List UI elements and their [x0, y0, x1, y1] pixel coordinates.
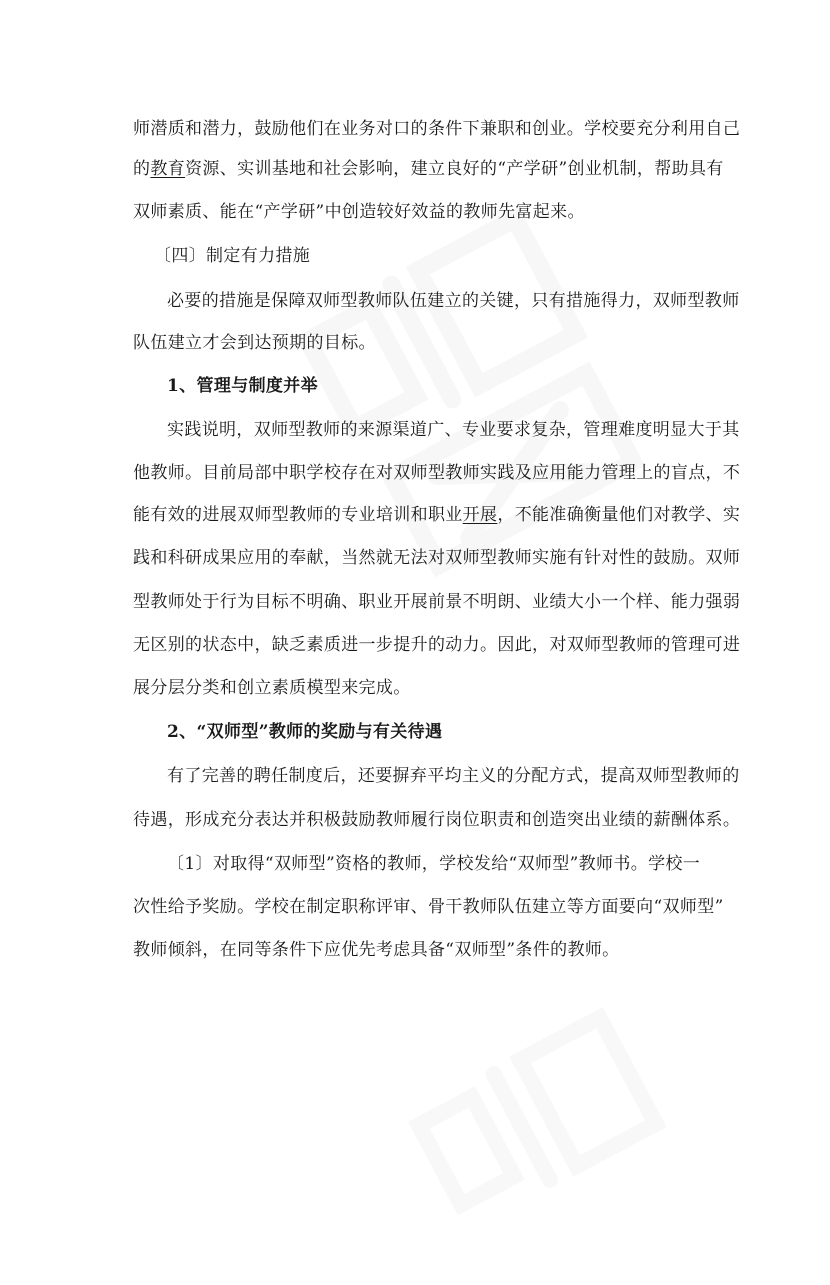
paragraph-line: 队伍建立才会到达预期的目标。 [133, 333, 376, 353]
watermark-logo-bottom [387, 995, 693, 1284]
paragraph-line: 双师素质、能在“产学研”中创造较好效益的教师先富起来。 [133, 202, 585, 222]
paragraph-line: 展分层分类和创立素质模型来完成。 [133, 678, 411, 698]
text-run: 能有效的进展双师型教师的专业培训和职业 [133, 505, 463, 525]
paragraph-line: 有了完善的聘任制度后，还要摒弃平均主义的分配方式，提高双师型教师的 [167, 766, 740, 786]
paragraph-line: 无区别的状态中，缺乏素质进一步提升的动力。因此，对双师型教师的管理可进 [133, 635, 741, 655]
paragraph-line: 待遇，形成充分表达并积极鼓励教师履行岗位职责和创造突出业绩的薪酬体系。 [133, 810, 741, 830]
paragraph-line [133, 157, 724, 181]
subsection-heading: 2、“双师型”教师的奖励与有关待遇 [167, 722, 443, 742]
paragraph-line: 教师倾斜，在同等条件下应优先考虑具备“双师型”条件的教师。 [133, 940, 620, 960]
paragraph-line: 师潜质和潜力，鼓励他们在业务对口的条件下兼职和创业。学校要充分利用自己 [133, 119, 741, 139]
paragraph-line: 次性给予奖励。学校在制定职称评审、骨干教师队伍建立等方面要向“双师型” [133, 897, 724, 917]
paragraph-line [133, 503, 740, 527]
section-heading: 〔四〕制定有力措施 [154, 246, 311, 266]
text-run: 的 [133, 159, 151, 179]
paragraph-line: 他教师。目前局部中职学校存在对双师型教师实践及应用能力管理上的盲点，不 [133, 463, 741, 483]
paragraph-line: 〔1〕对取得“双师型”资格的教师，学校发给“双师型”教师书。学校一 [167, 854, 701, 874]
text-run: 资源、实训基地和社会影响，建立良好的“产学研”创业机制，帮助具有 [185, 159, 724, 179]
subsection-heading: 1、管理与制度并举 [167, 376, 318, 396]
paragraph-line: 践和科研成果应用的奉献，当然就无法对双师型教师实施有针对性的鼓励。双师 [133, 548, 741, 568]
education-link[interactable]: 教育 [150, 159, 186, 179]
paragraph-line: 实践说明，双师型教师的来源渠道广、专业要求复杂，管理难度明显大于其 [167, 420, 740, 440]
development-link[interactable]: 开展 [462, 505, 498, 525]
paragraph-line: 型教师处于行为目标不明确、职业开展前景不明朗、业绩大小一个样、能力强弱 [133, 592, 741, 612]
watermark-logo [271, 183, 668, 597]
paragraph-line: 必要的措施是保障双师型教师队伍建立的关键，只有措施得力，双师型教师 [167, 291, 740, 311]
text-run: ，不能准确衡量他们对教学、实 [497, 505, 741, 525]
